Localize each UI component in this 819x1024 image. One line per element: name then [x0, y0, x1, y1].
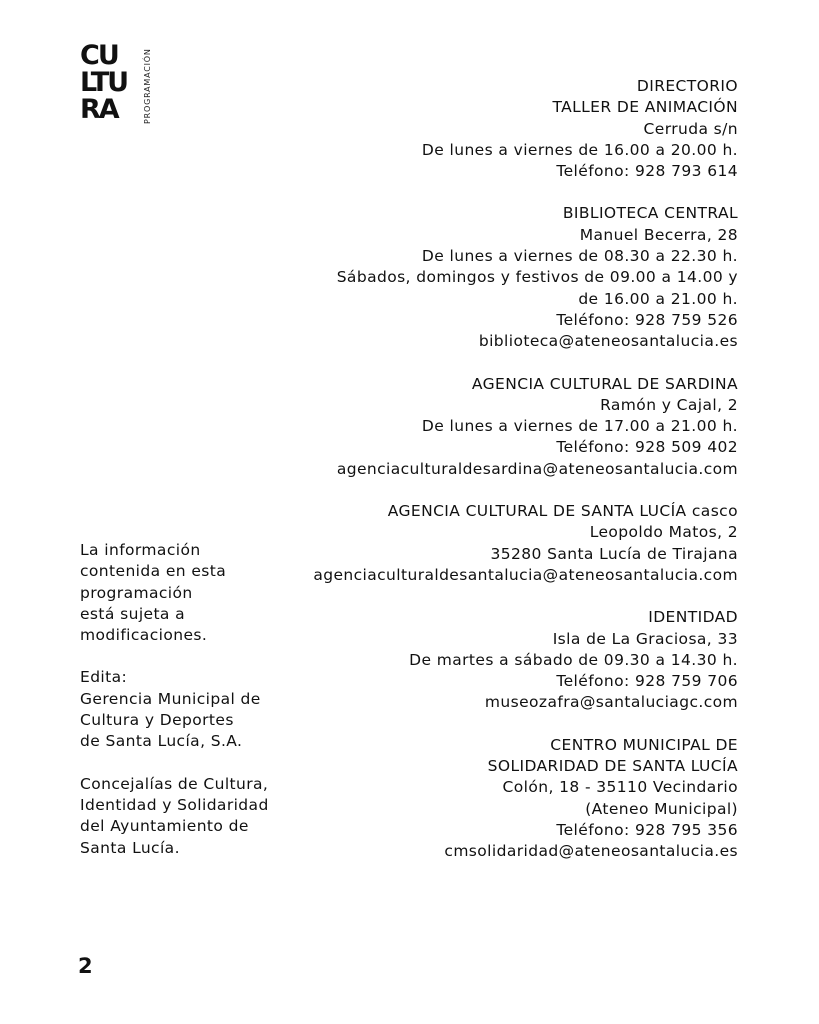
- note-line: Gerencia Municipal de: [80, 689, 261, 708]
- cultura-logo: [80, 42, 160, 126]
- directory-entry-identidad: [298, 607, 738, 713]
- note-line: contenida en esta: [80, 562, 227, 581]
- entry-address: Ramón y Cajal, 2: [600, 395, 738, 414]
- entry-name: AGENCIA CULTURAL DE SANTA LUCÍA casco: [387, 502, 738, 521]
- entry-name: IDENTIDAD: [648, 608, 738, 627]
- council-note: [80, 774, 300, 859]
- publisher-note: [80, 667, 300, 752]
- note-line: Edita:: [80, 668, 128, 687]
- entry-hours: De lunes a viernes de 16.00 a 20.00 h.: [421, 140, 738, 159]
- logo-subtitle: PROGRAMACIÓN: [143, 48, 152, 124]
- note-line: del Ayuntamiento de: [80, 817, 249, 836]
- note-line: modificaciones.: [80, 626, 208, 645]
- entry-phone: Teléfono: 928 759 706: [556, 672, 738, 691]
- directory-entry-biblioteca: [298, 203, 738, 352]
- entry-name: AGENCIA CULTURAL DE SARDINA: [471, 374, 738, 393]
- directory-entry-solidaridad: [298, 735, 738, 863]
- entry-address: Colón, 18 - 35110 Vecindario: [502, 778, 738, 797]
- entry-hours: De lunes a viernes de 08.30 a 22.30 h.: [421, 247, 738, 266]
- entry-address: 35280 Santa Lucía de Tirajana: [490, 544, 738, 563]
- entry-address: Leopoldo Matos, 2: [589, 523, 738, 542]
- publication-notes: [80, 540, 300, 880]
- directory-title: DIRECTORIO: [636, 77, 738, 95]
- entry-email: agenciaculturaldesardina@ateneosantalucia.com: [336, 459, 738, 478]
- entry-phone: Teléfono: 928 509 402: [556, 438, 738, 457]
- entry-phone: Teléfono: 928 759 526: [556, 310, 738, 329]
- directory-entry-taller: [298, 97, 738, 182]
- entry-address: (Ateneo Municipal): [585, 799, 738, 818]
- entry-hours: Sábados, domingos y festivos de 09.00 a 14.00 y: [336, 268, 738, 287]
- directory-entry-santa-lucia: [298, 501, 738, 586]
- note-line: Cultura y Deportes: [80, 711, 234, 730]
- entry-hours: de 16.00 a 21.00 h.: [578, 289, 738, 308]
- page-number: 2: [78, 954, 93, 978]
- entry-hours: De lunes a viernes de 17.00 a 21.00 h.: [421, 417, 738, 436]
- entry-email: biblioteca@ateneosantalucia.es: [478, 332, 738, 351]
- entry-name: TALLER DE ANIMACIÓN: [552, 98, 738, 117]
- logo-wordmark: [80, 42, 138, 123]
- directory: [298, 76, 738, 884]
- entry-name: SOLIDARIDAD DE SANTA LUCÍA: [487, 757, 738, 776]
- entry-email: museozafra@santaluciagc.com: [484, 693, 738, 712]
- entry-address: Isla de La Graciosa, 33: [552, 629, 738, 648]
- entry-hours: De martes a sábado de 09.30 a 14.30 h.: [409, 650, 738, 669]
- note-line: Concejalías de Cultura,: [80, 774, 269, 793]
- note-line: Santa Lucía.: [80, 838, 180, 857]
- entry-address: Cerruda s/n: [643, 119, 738, 138]
- entry-phone: Teléfono: 928 793 614: [556, 162, 738, 181]
- directory-entry-sardina: [298, 374, 738, 480]
- logo-row: LTU: [80, 67, 128, 98]
- logo-row: RA: [80, 94, 118, 125]
- entry-address: Manuel Becerra, 28: [579, 225, 738, 244]
- entry-phone: Teléfono: 928 795 356: [556, 820, 738, 839]
- note-line: programación: [80, 583, 193, 602]
- entry-name: BIBLIOTECA CENTRAL: [562, 204, 738, 223]
- logo-row: CU: [80, 40, 118, 71]
- note-line: Identidad y Solidaridad: [80, 795, 269, 814]
- note-line: de Santa Lucía, S.A.: [80, 732, 243, 751]
- note-line: La información: [80, 541, 201, 559]
- entry-name: CENTRO MUNICIPAL DE: [550, 735, 738, 754]
- entry-email: cmsolidaridad@ateneosantalucia.es: [444, 842, 738, 861]
- disclaimer-note: [80, 540, 300, 646]
- entry-email: agenciaculturaldesantalucia@ateneosantalucia.com: [313, 565, 738, 584]
- note-line: está sujeta a: [80, 604, 186, 623]
